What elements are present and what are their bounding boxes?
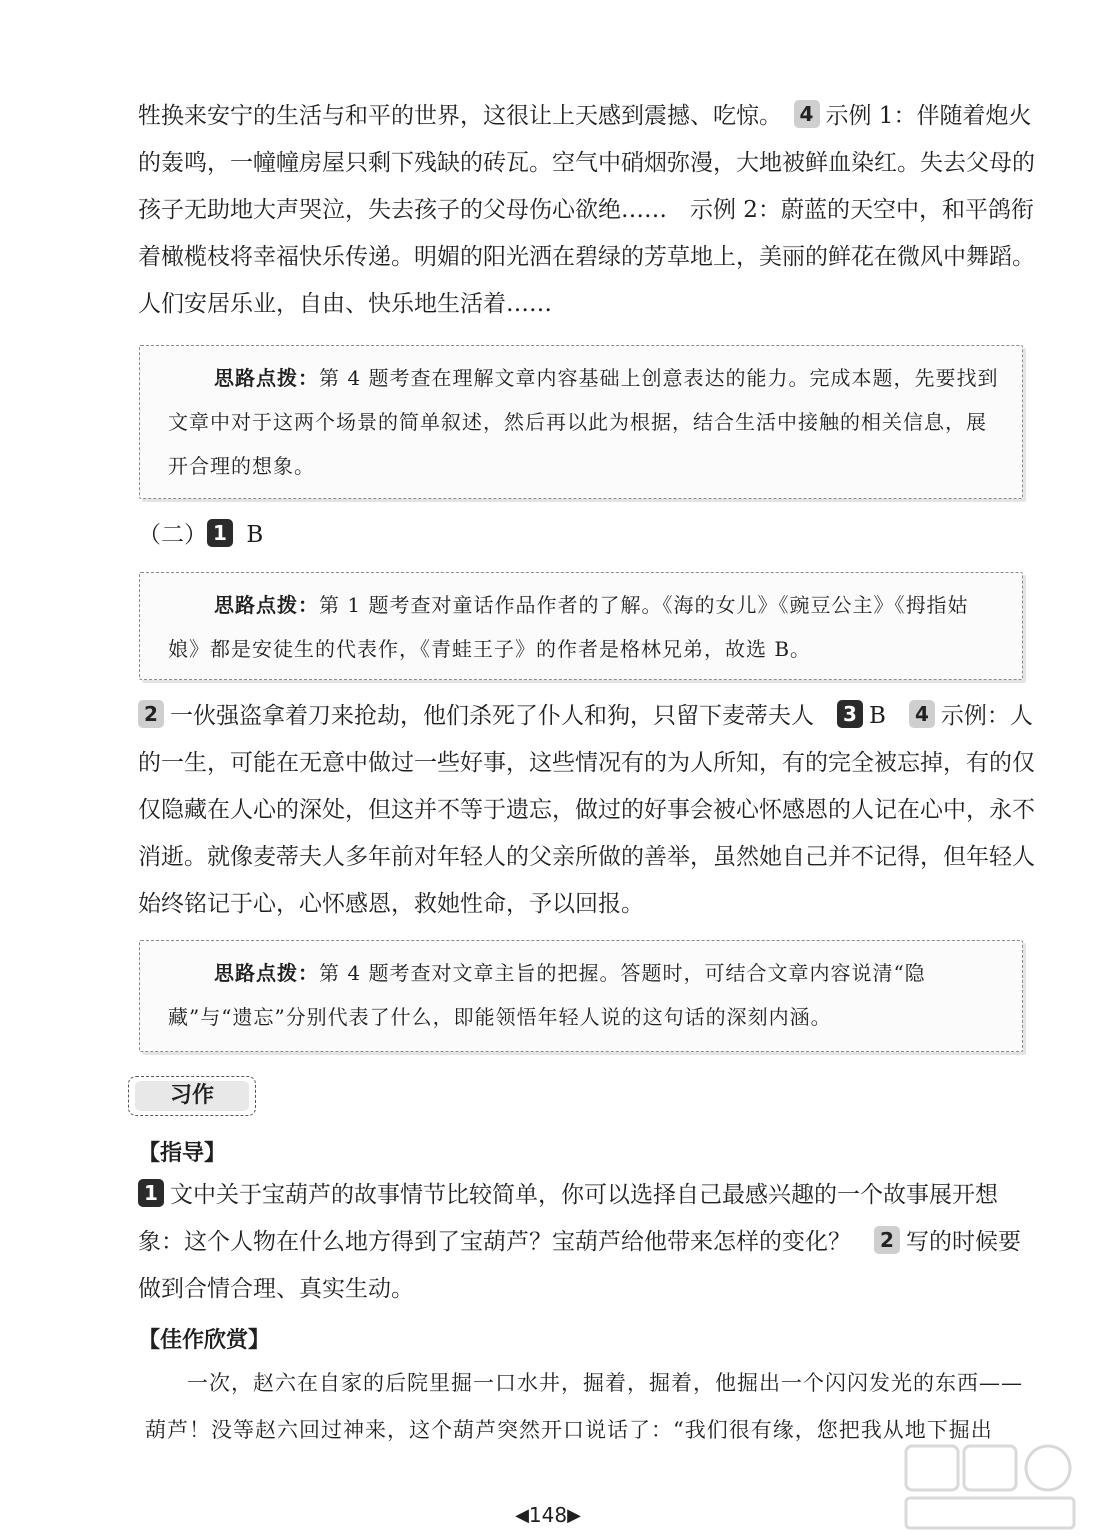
guide-paragraph <box>138 1172 1038 1313</box>
essay-heading: 【佳作欣赏】 <box>138 1328 271 1353</box>
question-number-badge: 4 <box>909 700 935 728</box>
section-tag <box>128 1076 256 1116</box>
part-two-answer <box>138 512 1038 559</box>
question-number-badge: 2 <box>138 700 164 728</box>
guide-text: 文中关于宝葫芦的故事情节比较简单，你可以选择自己最感兴趣的一个故事展开想象：这个人物在什么地方得到了宝葫芦？宝葫芦给他带来怎样的变化？ <box>138 1182 998 1255</box>
tip-box <box>139 940 1023 1052</box>
answer-text: B <box>246 522 264 548</box>
right-arrow-icon: ▶ <box>567 1505 581 1526</box>
page-number-value: 148 <box>528 1503 568 1527</box>
tip-text: 第 4 题考查在理解文章内容基础上创意表达的能力。完成本题，先要找到文章中对于这两个场景的简单叙述，然后再以此为根据，结合生活中接触的相关信息，展开合理的想象。 <box>168 366 999 478</box>
answer-text: B <box>869 703 886 729</box>
guide-heading: 【指导】 <box>138 1141 227 1166</box>
question-number-badge: 1 <box>207 519 233 547</box>
answer-text: 示例 1：伴随着炮火的轰鸣，一幢幢房屋只剩下残缺的砖瓦。空气中硝烟弥漫，大地被鲜血染红。失去父母的孩子无助地大声哭泣，失去孩子的父母伤心欲绝…… 示例 2：蔚蓝的天空中，和平鸽衔着橄榄枝将幸福快乐传递。明媚的阳光洒在碧绿的芳草地上，美丽的鲜花在微风中舞蹈。人们安居乐业，自由、快乐地生活着…… <box>138 103 1035 317</box>
answer-text: 牲换来安宁的生活与和平的世界，这很让上天感到震撼、吃惊。 <box>138 103 771 129</box>
tip-label: 思路点拨： <box>214 366 319 390</box>
left-arrow-icon: ◀ <box>515 1505 529 1526</box>
answer-paragraph-1 <box>138 93 1038 328</box>
tip-text: 第 4 题考查对文章主旨的把握。答题时，可结合文章内容说清“隐藏”与“遗忘”分别代表了什么，即能领悟年轻人说的这句话的深刻内涵。 <box>168 961 926 1029</box>
question-number-badge: 3 <box>837 700 863 728</box>
tip-label: 思路点拨： <box>214 961 319 985</box>
essay-text: 一次，赵六在自家的后院里掘一口水井，掘着，掘着，他掘出一个闪闪发光的东西——葫芦！没等赵六回过神来，这个葫芦突然开口说话了：“我们很有缘，您把我从地下掘出 <box>145 1371 1023 1442</box>
section-title: 习作 <box>135 1081 249 1111</box>
answer-text: 一伙强盗拿着刀来抢劫，他们杀死了仆人和狗，只留下麦蒂夫人 <box>170 703 814 729</box>
tip-box <box>139 572 1023 680</box>
question-number-badge: 1 <box>138 1179 164 1207</box>
tip-label: 思路点拨： <box>214 593 319 617</box>
guide-text: 写的时候要做到合情合理、真实生动。 <box>138 1229 1021 1302</box>
answer-text: 示例：人的一生，可能在无意中做过一些好事，这些情况有的为人所知，有的完全被忘掉，有的仅仅隐藏在人心的深处，但这并不等于遗忘，做过的好事会被心怀感恩的人记在心中，永不消逝。就像麦蒂夫人多年前对年轻人的父亲所做的善举，虽然她自己并不记得，但年轻人始终铭记于心，心怀感恩，救她性命，予以回报。 <box>138 703 1035 917</box>
tip-box <box>139 345 1023 499</box>
watermark-logo-icon <box>900 1440 1080 1536</box>
tip-text: 第 1 题考查对童话作品作者的了解。《海的女儿》《豌豆公主》《拇指姑娘》都是安徒生的代表作，《青蛙王子》的作者是格林兄弟，故选 B。 <box>168 593 969 661</box>
answer-paragraph-2 <box>138 693 1038 928</box>
question-number-badge: 4 <box>794 100 820 128</box>
part-label: （二） <box>138 522 207 548</box>
question-number-badge: 2 <box>874 1226 900 1254</box>
